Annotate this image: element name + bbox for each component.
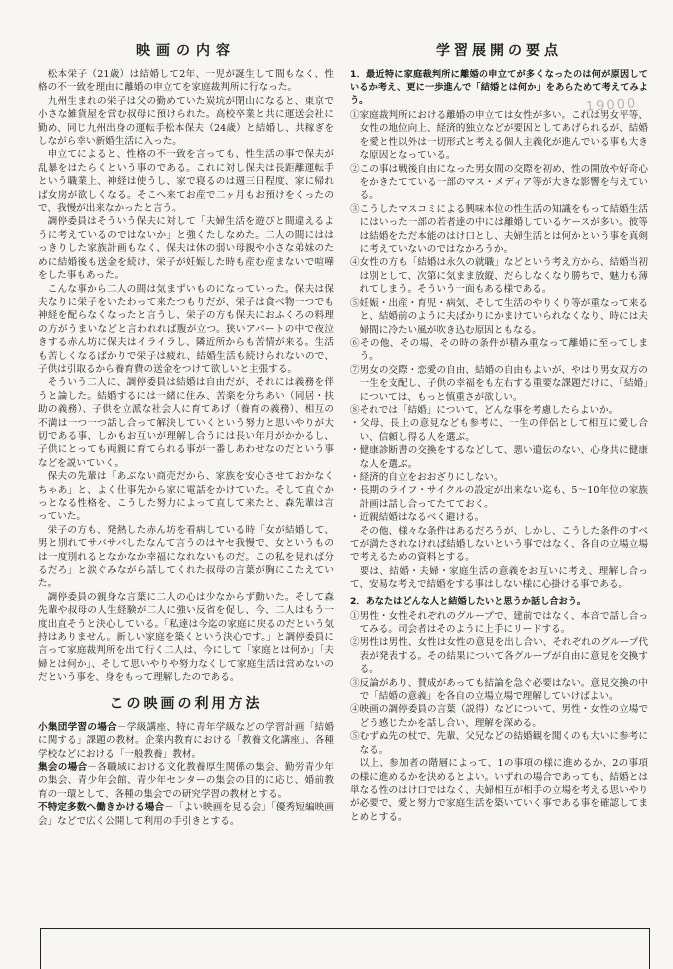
closing-paragraph: 以上、参加者の階層によって、1の事項の様に進めるか、2の事項の様に進めるかを決めるとよい。いずれの場合であっても、結婚とは単なる性のはけ口ではなく、夫婦相互が相手の立場を考える思いやりが必要で、愛と努力で家庭生活を築いていく事である事を確認してまとめとする。 [350,758,648,823]
question-1-summary: 要は、結婚・夫婦・家庭生活の意義をお互いに考え、理解し合って、安易な考えで結婚をする事はしない様に心掛ける事である。 [350,565,648,591]
consideration-bullet: ・近親結婚はなるべく避ける。 [350,512,485,524]
question-1-item: ⑤妊娠・出産・育児・病気、そして生活のやりくり等が重なって来ると、結婚前のように夫ばかりにかまけていられなくなり、時には夫婦間に冷たい風が吹き込む原因ともなる。 [350,297,648,336]
question-2-item: ①男性・女性それぞれのグループで、建前ではなく、本音で話し合ってみる。司会者はそのように上手にリードする。 [350,610,648,636]
consideration-bullet: ・父母、長上の意見なども参考に、一生の伴侶として相互に愛し合い、信頼し得る人を選ぶ。 [350,418,648,443]
question-2-item: ②男性は男性、女性は女性の意見を出し合い、それぞれのグループ代表が発表する。その結果について各グループが自由に意見を交換する。 [350,637,648,676]
content-body [38,68,334,685]
usage-body [38,721,334,828]
content-paragraph: こんな事から二人の間は気まずいものになっていった。保夫は保夫なりに栄子をいたわって来たつもりだが、栄子は食べ物一つでも神経を配らなくなったと言うし、栄子の方も保夫におふくろの料理の方がうまいなどと言われれば腹が立つ。狭いアパートの中で夜泣きする赤ん坊に保夫はイライラし、隣近所からも苦情が来る。生活も苦しくなるばかりで栄子は疲れ、結婚生活も続けられないので、子供は引取るから養育費の送金をつけて欲しいと主張する。 [38,283,334,375]
question-1-item: ①家庭裁判所における離婚の申立ては女性が多い。これは男女平等、女性の地位向上、経済的独立などが要因としてあげられるが、結婚を愛と性以外は一切形式と考える個人主義化が進んでいる事も大きな原因となっている。 [350,110,648,162]
usage-text: －各職域における文化教養厚生関係の集会、勤労青少年の集会、青少年会館、青少年センターの集会の目的に応じ、婚前教育の一環として、各種の集会での研究学習の教材とする。 [38,761,335,800]
consideration-bullet: ・健康診断書の交換をするなどして、悪い遺伝のない、心身共に健康な人を選ぶ。 [350,445,648,470]
usage-item [38,801,334,828]
question-2-item: ③反論があり、賛成があっても結論を急ぐ必要はない。意見交換の中で「結婚の意義」を各自の立場立場で理解していけばよい。 [350,677,648,703]
usage-item [38,761,334,801]
usage-text: －学級講座、特に青年学級などの学習計画「結婚に関する」課題の教材。企業内教育における「教養文化講座」、各種学校などにおける「一般教養」教材。 [38,721,335,760]
usage-item [38,721,334,761]
question-2: 2．あなたはどんな人と結婚したいと思うか話し合おう。 [350,595,587,607]
consideration-bullet: ・長期のライフ・サイクルの設定が出来ない迄も、5～10年位の家族計画は話し合ってたてておく。 [350,485,648,510]
footer-box [40,928,650,969]
question-1-item: ⑥その他、その場、その時の条件が積み重なって離婚に至ってしまう。 [350,337,648,363]
content-paragraph: 調停委員の親身な言葉に二人の心は少なからず動いた。そして森先輩や叔母の人生経験が二人に強い反省を促し、今、二人はもう一度出直そうと決心している。「私達は今迄の家庭に戻るのだという気持はありません。新しい家庭を築くという決心です。」と調停委員に言って家庭裁判所を出て行く二人は、今にして「家庭とは何か」「夫婦とは何か」、そして思いやりや努力なくして家庭生活は営めないのだという事を、身をもって理解したのである。 [38,591,334,684]
content-paragraph: 九州生まれの栄子は父の勤めていた炭坑が閉山になると、東京で小さな雑貨屋を営む叔母に預けられた。高校卒業と共に運送会社に勤め、同じ九州出身の運転手松本保夫（24歳）と結婚し、共稼ぎをしながら幸い新婚生活に入った。 [38,95,334,148]
usage-head: 集会の場合 [38,761,88,773]
question-1-summary: その他、様々な条件はあるだろうが、しかし、こうした条件のすべてが満たされなければ結婚しないという事ではなく、各自の立場立場で考えるための資料とする。 [350,525,648,564]
content-section-title: 映画の内容 [136,43,236,59]
usage-section-title: この映画の利用方法 [109,695,263,712]
usage-head: 不特定多数へ働きかける場合 [38,802,165,814]
question-1-item: ②この事は戦後自由になった男女間の交際を初め、性の開放や好奇心をかきたてている一部のマス・メディア等が大きな影響を与えている。 [350,163,648,202]
question-2-item: ⑤むずぬ先の杖で、先輩、父兄などの結婚観を聞くのも大いに参考になる。 [350,731,648,756]
question-1: 1．最近特に家庭裁判所に離婚の申立てが多くなったのは何が原因しているか考え、更に一歩進んで「結婚とは何か」をあらためて考えてみよう。 [350,69,648,106]
question-1-item: ③こうしたマスコミによる興味本位の性生活の知識をもって結婚生活にはいった一部の若者達の中には離婚しているケースが多い。彼等は結婚をただ本能のはけ口とし、夫婦生活とは何かという事を真剣に考えていないのではなかろうか。 [350,203,648,256]
content-paragraph: 申立てによると、性格の不一致を言っても、性生活の事で保夫が乱暴をはたらくという事のである。これに対し保夫は長距離運転手という職業上、神経は使うし、家で寝るのは週三日程度、家に帰れば女房が欲しくなる。そこへ来てお産で二ヶ月もお預けをくったので、我慢が出来なかったと言う。 [38,149,334,215]
question-1-item: ④女性の方も「結婚は永久の就職」などという考え方から、結婚当初は別として、次第に気まま放縦、だらしなくなり勝ちで、魅力も薄れてしまう。そういう一面もある様である。 [350,257,648,296]
learning-section-title: 学習展開の要点 [436,43,562,59]
left-column [38,30,334,828]
right-column [350,30,648,824]
content-paragraph: 栄子の方も、発熱した赤ん坊を看病している時「女が結婚して、男と別れてサバサバしたなんて言うのはヤセ我慢で、女というものは一度別れるとなかなか幸福になれないものだ。この私を見れば分るだろ」と涙ぐみながら話してくれた叔母の言葉が胸にこたえていた。 [38,524,334,590]
question-1-item: ⑧それでは「結婚」について、どんな事を考慮したらよいか。 [350,404,619,416]
usage-head: 小集団学習の場合 [38,721,118,733]
consideration-bullet: ・経済的自立をおおざりにしない。 [350,471,504,483]
content-paragraph: 松本栄子（21歳）は結婚して2年、一児が誕生して間もなく、性格の不一致を理由に離婚の申立てを家庭裁判所に行なった。 [38,69,334,94]
question-1-item: ⑦男女の交際・恋愛の自由、結婚の自由もよいが、やはり男女双方の一生を支配し、子供の幸福をも左右する重要な課題だけに、「結婚」については、もっと慎重さが欲しい。 [350,364,648,403]
faint-stamp: 19000 [585,96,638,115]
content-paragraph: 調停委員はそういう保夫に対して「夫婦生活を遊びと間違えるように考えているのではないか」と強くたしなめた。二人の間にははっきりした家族計画もなく、保夫は休の弱い母親や小さな弟妹のために結婚後も送金を続け、栄子が妊娠した時も産む産まないで喧嘩をした事もあった。 [38,216,334,282]
content-paragraph: そういう二人に、調停委員は結婚は自由だが、それには義務を伴うと論した。結婚するには一緒に住み、苦楽を分ちあい（同居・扶助の義務）、子供を立派な社会人に育てあげ（養育の義務）、相互の不満は一つ一つ話し合って解決していくという努力と思いやりが大切である事、しかもお互いが理解し合うには長い年月がかかるし、子供にとっても両親に育てられる事が一番しあわせなのだという事などを説いていく。 [38,377,334,469]
question-2-item: ④映画の調停委員の言葉（説得）などについて、男性・女性の立場でどう感じたかを話し合い、理解を深める。 [350,704,648,729]
usage-text: －「よい映画を見る会」「優秀短編映画会」などで広く公開して利用の手引きとする。 [38,802,334,827]
content-paragraph: 保夫の先輩は「あぶない商売だから、家族を安心させておかなくちゃあ」と、よく仕事先から家に電話をかけていた。そして直ぐかっとなる性格を、こうした努力によって直して来たと、森先輩は言っていた。 [38,471,334,523]
